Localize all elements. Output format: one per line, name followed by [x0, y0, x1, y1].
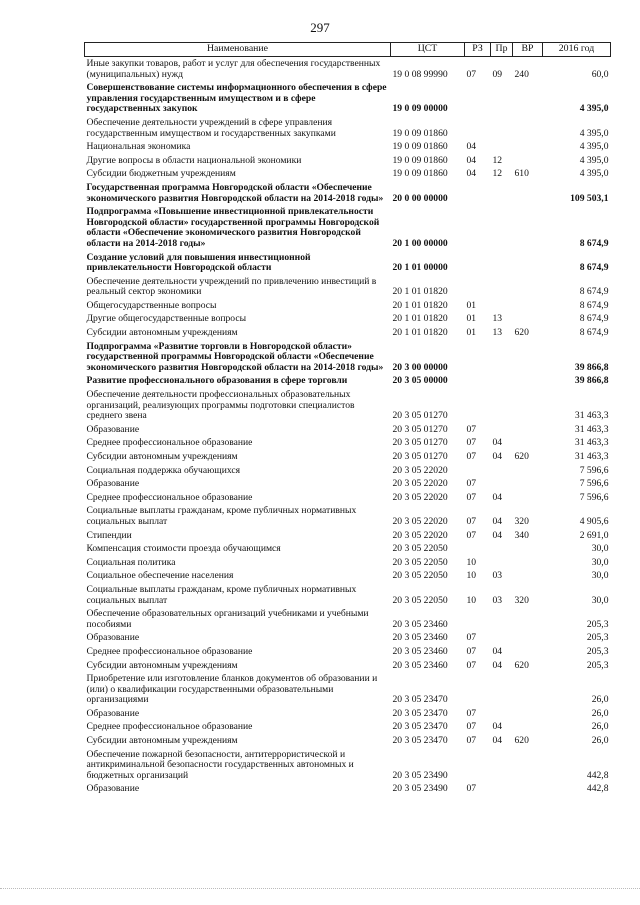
cell-pr	[491, 251, 513, 275]
cell-amount: 7 596,6	[579, 478, 609, 490]
cell-name: Образование	[86, 707, 140, 719]
cell-pr	[491, 542, 513, 556]
cell-rz: 10	[466, 556, 477, 568]
table-row	[85, 734, 611, 748]
cell-pr	[491, 299, 513, 313]
cell-amount: 60,0	[591, 68, 609, 80]
cell-cst: 20 3 05 23460	[392, 632, 448, 644]
table-row	[85, 81, 611, 116]
cell-name: Среднее профессиональное образование	[86, 491, 253, 503]
cell-pr: 03	[492, 570, 503, 582]
cell-name: Другие вопросы в области национальной экономики	[86, 154, 302, 166]
cell-vr: 620	[514, 659, 529, 671]
table-row	[85, 299, 611, 313]
cell-vr: 610	[514, 168, 529, 180]
cell-vr	[513, 748, 543, 783]
table-row	[85, 116, 611, 140]
cell-pr: 04	[492, 645, 503, 657]
cell-amount: 109 503,1	[570, 192, 609, 204]
table-row	[85, 450, 611, 464]
cell-amount: 39 866,8	[574, 361, 609, 373]
cell-amount: 7 596,6	[579, 464, 609, 476]
cell-cst: 19 0 09 01860	[392, 154, 448, 166]
cell-vr	[513, 154, 543, 168]
cell-rz: 07	[466, 529, 477, 541]
cell-rz	[465, 748, 491, 783]
cell-pr: 04	[492, 659, 503, 671]
cell-cst: 20 3 05 22020	[392, 529, 448, 541]
cell-rz: 07	[466, 423, 477, 435]
cell-pr	[491, 782, 513, 796]
table-row	[85, 275, 611, 299]
cell-amount: 8 674,9	[579, 262, 609, 274]
cell-rz: 10	[466, 570, 477, 582]
cell-amount: 4 395,0	[579, 103, 609, 115]
cell-vr	[513, 464, 543, 478]
cell-vr	[513, 672, 543, 707]
cell-pr: 04	[492, 721, 503, 733]
table-row	[85, 340, 611, 375]
cell-vr	[513, 340, 543, 375]
cell-pr: 13	[492, 313, 503, 325]
cell-amount: 4 395,0	[579, 141, 609, 153]
cell-cst: 19 0 09 01860	[392, 127, 448, 139]
cell-cst: 20 3 05 22020	[392, 464, 448, 476]
cell-cst: 20 0 00 00000	[392, 192, 448, 204]
cell-pr	[491, 140, 513, 154]
cell-rz	[465, 251, 491, 275]
cell-vr	[513, 299, 543, 313]
cell-pr	[491, 631, 513, 645]
cell-vr	[513, 275, 543, 299]
cell-rz: 04	[466, 141, 477, 153]
cell-vr	[513, 181, 543, 205]
cell-rz: 04	[466, 168, 477, 180]
table-row	[85, 720, 611, 734]
column-header-rz: РЗ	[465, 43, 491, 57]
table-row	[85, 326, 611, 340]
cell-vr: 620	[514, 451, 529, 462]
cell-vr	[513, 205, 543, 250]
cell-amount: 39 866,8	[574, 375, 609, 387]
table-body	[85, 57, 611, 797]
cell-amount: 8 674,9	[579, 327, 609, 339]
cell-amount: 30,0	[591, 570, 609, 582]
cell-cst: 20 3 05 23460	[392, 645, 448, 657]
cell-vr	[513, 312, 543, 326]
table-row	[85, 556, 611, 570]
cell-amount: 31 463,3	[574, 437, 609, 449]
cell-rz: 01	[466, 327, 477, 339]
cell-rz: 07	[466, 659, 477, 671]
cell-amount: 8 674,9	[579, 313, 609, 325]
cell-cst: 20 1 01 01820	[392, 313, 448, 325]
cell-rz: 07	[466, 68, 477, 80]
cell-rz	[465, 81, 491, 116]
cell-amount: 8 674,9	[579, 286, 609, 298]
cell-vr	[513, 374, 543, 388]
cell-cst: 19 0 09 00000	[392, 103, 448, 115]
cell-cst: 20 1 01 01820	[392, 327, 448, 339]
column-header-cst: ЦСТ	[391, 43, 465, 57]
cell-amount: 4 395,0	[579, 127, 609, 139]
cell-vr	[513, 631, 543, 645]
cell-cst: 20 3 05 22020	[392, 478, 448, 490]
cell-amount: 31 463,3	[574, 410, 609, 422]
cell-vr	[513, 436, 543, 450]
cell-name: Обеспечение пожарной безопасности, антитеррористической и антикриминальной безопасности государственных автономных и бюджетных организаций	[86, 748, 354, 781]
table-row	[85, 464, 611, 478]
cell-cst: 20 1 01 00000	[392, 262, 448, 274]
cell-rz: 07	[466, 632, 477, 644]
cell-name: Государственная программа Новгородской области «Обеспечение экономического развития Новгородской области на 2014-2018 годы»	[86, 181, 384, 204]
cell-vr	[513, 140, 543, 154]
cell-pr	[491, 423, 513, 437]
cell-cst: 19 0 09 01860	[392, 168, 448, 180]
cell-cst: 20 1 01 01820	[392, 286, 448, 298]
cell-pr	[491, 388, 513, 423]
cell-name: Социальные выплаты гражданам, кроме публичных нормативных социальных выплат	[86, 583, 357, 606]
cell-cst: 20 3 05 01270	[392, 410, 448, 422]
cell-pr: 12	[492, 168, 503, 180]
cell-rz	[465, 275, 491, 299]
cell-name: Субсидии автономным учреждениям	[86, 735, 238, 747]
cell-vr	[513, 720, 543, 734]
column-header-pr: Пр	[491, 43, 513, 57]
cell-cst: 20 3 05 23490	[392, 769, 448, 781]
cell-name: Среднее профессиональное образование	[86, 645, 253, 657]
cell-cst: 20 3 05 00000	[392, 375, 448, 387]
cell-vr	[513, 251, 543, 275]
cell-pr: 04	[492, 437, 503, 449]
column-header-year: 2016 год	[543, 43, 611, 57]
column-header-name: Наименование	[85, 43, 391, 57]
cell-rz	[465, 672, 491, 707]
table-row	[85, 140, 611, 154]
cell-pr	[491, 672, 513, 707]
cell-pr: 13	[492, 327, 503, 339]
cell-rz: 07	[466, 645, 477, 657]
cell-pr: 09	[492, 68, 503, 80]
cell-name: Создание условий для повышения инвестиционной привлекательности Новгородской области	[86, 251, 311, 274]
cell-cst: 20 3 05 23460	[392, 659, 448, 671]
cell-cst: 20 3 05 22020	[392, 491, 448, 503]
cell-vr	[513, 388, 543, 423]
cell-name: Субсидии бюджетным учреждениям	[86, 168, 236, 180]
cell-cst: 20 3 05 23470	[392, 735, 448, 747]
cell-vr	[513, 645, 543, 659]
cell-vr: 320	[514, 515, 529, 527]
cell-rz: 10	[466, 594, 477, 606]
table-row	[85, 181, 611, 205]
cell-vr	[513, 542, 543, 556]
cell-name: Образование	[86, 423, 140, 435]
cell-name: Развитие профессионального образования в сфере торговли	[86, 375, 348, 387]
cell-cst: 20 3 05 22050	[392, 594, 448, 606]
cell-vr	[513, 423, 543, 437]
cell-pr	[491, 181, 513, 205]
table-row	[85, 569, 611, 583]
table-row	[85, 477, 611, 491]
cell-rz	[465, 464, 491, 478]
cell-rz: 07	[466, 735, 477, 747]
cell-amount: 8 674,9	[579, 299, 609, 311]
cell-amount: 31 463,3	[574, 451, 609, 462]
cell-pr	[491, 340, 513, 375]
cell-vr	[513, 607, 543, 631]
budget-table	[84, 42, 611, 796]
table-row	[85, 436, 611, 450]
cell-name: Социальная политика	[86, 556, 176, 568]
cell-rz: 07	[466, 491, 477, 503]
table-row	[85, 205, 611, 250]
cell-name: Обеспечение деятельности учреждений по привлечению инвестиций в реальный сектор экономики	[86, 275, 377, 298]
cell-amount: 30,0	[591, 556, 609, 568]
table-row	[85, 782, 611, 796]
cell-name: Другие общегосударственные вопросы	[86, 313, 247, 325]
page-number: 297	[310, 20, 330, 35]
cell-pr: 04	[492, 491, 503, 503]
cell-cst: 20 3 05 01270	[392, 451, 448, 462]
cell-cst: 20 3 05 01270	[392, 423, 448, 435]
cell-name: Образование	[86, 478, 140, 490]
cell-amount: 4 395,0	[579, 154, 609, 166]
cell-rz: 01	[466, 299, 477, 311]
cell-amount: 30,0	[591, 543, 609, 555]
cell-rz: 07	[466, 783, 477, 795]
cell-rz	[465, 181, 491, 205]
cell-amount: 26,0	[591, 707, 609, 719]
cell-vr	[513, 116, 543, 140]
cell-amount: 205,3	[586, 632, 609, 644]
cell-cst: 20 3 05 22020	[392, 515, 448, 527]
cell-pr: 04	[492, 529, 503, 541]
cell-amount: 4 395,0	[579, 168, 609, 180]
cell-rz: 07	[466, 451, 477, 462]
cell-amount: 30,0	[591, 594, 609, 606]
cell-name: Среднее профессиональное образование	[86, 721, 253, 733]
cell-name: Образование	[86, 783, 140, 795]
cell-pr: 04	[492, 451, 503, 462]
cell-name: Национальная экономика	[86, 141, 191, 153]
cell-rz	[465, 374, 491, 388]
table-row	[85, 312, 611, 326]
cell-amount: 8 674,9	[579, 237, 609, 249]
table-row	[85, 504, 611, 528]
table-row	[85, 542, 611, 556]
cell-name: Обеспечение деятельности профессиональных образовательных организаций, реализующих программы подготовки специалистов среднего звена	[86, 389, 355, 422]
cell-rz: 07	[466, 515, 477, 527]
cell-name: Среднее профессиональное образование	[86, 437, 253, 449]
cell-amount: 26,0	[591, 721, 609, 733]
cell-cst: 20 3 05 22050	[392, 543, 448, 555]
cell-rz	[465, 116, 491, 140]
cell-name: Обеспечение деятельности учреждений в сфере управления государственным имуществом и государственных закупками	[86, 116, 336, 139]
table-row	[85, 645, 611, 659]
table-row	[85, 631, 611, 645]
cell-pr	[491, 464, 513, 478]
cell-pr: 12	[492, 154, 503, 166]
cell-vr	[513, 569, 543, 583]
table-row	[85, 423, 611, 437]
cell-rz: 04	[466, 154, 477, 166]
cell-amount: 7 596,6	[579, 491, 609, 503]
cell-rz	[465, 388, 491, 423]
cell-vr	[513, 491, 543, 505]
cell-pr	[491, 81, 513, 116]
cell-pr	[491, 477, 513, 491]
cell-rz	[465, 542, 491, 556]
table-row	[85, 154, 611, 168]
table-header-row	[85, 43, 611, 57]
cell-cst: 20 3 05 23470	[392, 707, 448, 719]
cell-pr	[491, 607, 513, 631]
cell-amount: 442,8	[586, 769, 609, 781]
cell-name: Образование	[86, 632, 140, 644]
cell-rz: 07	[466, 478, 477, 490]
table-row	[85, 529, 611, 543]
cell-name: Подпрограмма «Развитие торговли в Новгородской области» государственной программы Новгородской области «Обеспечение экономического развития Новгородской области на 2014-2018 годы»	[86, 340, 384, 373]
table-row	[85, 672, 611, 707]
cell-rz	[465, 607, 491, 631]
table-row	[85, 748, 611, 783]
cell-cst: 19 0 09 01860	[392, 141, 448, 153]
cell-rz	[465, 205, 491, 250]
column-header-vr: ВР	[513, 43, 543, 57]
table-row	[85, 167, 611, 181]
table-row	[85, 707, 611, 721]
cell-rz: 07	[466, 707, 477, 719]
cell-vr: 320	[514, 594, 529, 606]
cell-name: Социальные выплаты гражданам, кроме публичных нормативных социальных выплат	[86, 505, 357, 527]
cell-name: Субсидии автономным учреждениям	[86, 327, 238, 339]
cell-pr: 04	[492, 515, 503, 527]
table-row	[85, 57, 611, 82]
cell-name: Компенсация стоимости проезда обучающимся	[86, 543, 281, 555]
cell-vr	[513, 707, 543, 721]
cell-vr: 620	[514, 735, 529, 747]
cell-pr	[491, 748, 513, 783]
cell-cst: 19 0 08 99990	[392, 68, 448, 80]
scan-edge-divider	[0, 888, 640, 889]
cell-name: Приобретение или изготовление бланков документов об образовании и (или) о квалификации государственными образовательными организациями	[86, 673, 378, 706]
cell-amount: 31 463,3	[574, 423, 609, 435]
cell-vr: 340	[514, 529, 529, 541]
cell-name: Субсидии автономным учреждениям	[86, 659, 238, 671]
cell-pr	[491, 556, 513, 570]
cell-vr	[513, 556, 543, 570]
cell-name: Социальное обеспечение населения	[86, 570, 234, 582]
cell-cst: 20 3 05 22050	[392, 556, 448, 568]
cell-pr	[491, 374, 513, 388]
cell-cst: 20 1 01 01820	[392, 299, 448, 311]
cell-name: Социальная поддержка обучающихся	[86, 464, 241, 476]
cell-amount: 4 905,6	[579, 515, 609, 527]
cell-name: Стипендии	[86, 529, 132, 541]
cell-rz: 07	[466, 437, 477, 449]
table-row	[85, 659, 611, 673]
cell-cst: 20 3 05 23490	[392, 783, 448, 795]
cell-vr	[513, 477, 543, 491]
cell-vr	[513, 782, 543, 796]
cell-vr: 240	[514, 68, 529, 80]
cell-rz: 01	[466, 313, 477, 325]
table-row	[85, 607, 611, 631]
table-row	[85, 491, 611, 505]
table-row	[85, 388, 611, 423]
cell-cst: 20 3 05 22050	[392, 570, 448, 582]
cell-name: Иные закупки товаров, работ и услуг для обеспечения государственных (муниципальных) нужд	[86, 58, 381, 80]
cell-vr: 620	[514, 327, 529, 339]
cell-name: Подпрограмма «Повышение инвестиционной привлекательности Новгородской области» государственной программы Новгородской области «Обеспечение экономического развития Новгородской области на 2014-2018 годы»	[86, 206, 380, 249]
cell-cst: 20 3 05 23470	[392, 721, 448, 733]
cell-pr	[491, 205, 513, 250]
cell-pr	[491, 116, 513, 140]
cell-pr	[491, 707, 513, 721]
cell-rz: 07	[466, 721, 477, 733]
table-row	[85, 374, 611, 388]
cell-cst: 20 3 05 23470	[392, 694, 448, 706]
cell-cst: 20 3 05 23460	[392, 618, 448, 630]
cell-vr	[513, 81, 543, 116]
cell-name: Общегосударственные вопросы	[86, 299, 217, 311]
table-row	[85, 583, 611, 607]
cell-pr: 03	[492, 594, 503, 606]
table-row	[85, 251, 611, 275]
cell-rz	[465, 340, 491, 375]
cell-cst: 20 1 00 00000	[392, 237, 448, 249]
cell-amount: 2 691,0	[579, 529, 609, 541]
cell-name: Совершенствование системы информационного обеспечения в сфере управления государственным имуществом и в сфере государственных закупок	[86, 82, 387, 115]
cell-amount: 205,3	[586, 618, 609, 630]
cell-pr	[491, 275, 513, 299]
cell-pr: 04	[492, 735, 503, 747]
cell-amount: 205,3	[586, 659, 609, 671]
cell-name: Обеспечение образовательных организаций учебниками и учебными пособиями	[86, 608, 369, 630]
cell-name: Субсидии автономным учреждениям	[86, 451, 238, 462]
cell-amount: 26,0	[591, 735, 609, 747]
cell-amount: 205,3	[586, 645, 609, 657]
cell-amount: 442,8	[586, 783, 609, 795]
cell-amount: 26,0	[591, 694, 609, 706]
cell-cst: 20 3 05 01270	[392, 437, 448, 449]
cell-cst: 20 3 00 00000	[392, 361, 448, 373]
